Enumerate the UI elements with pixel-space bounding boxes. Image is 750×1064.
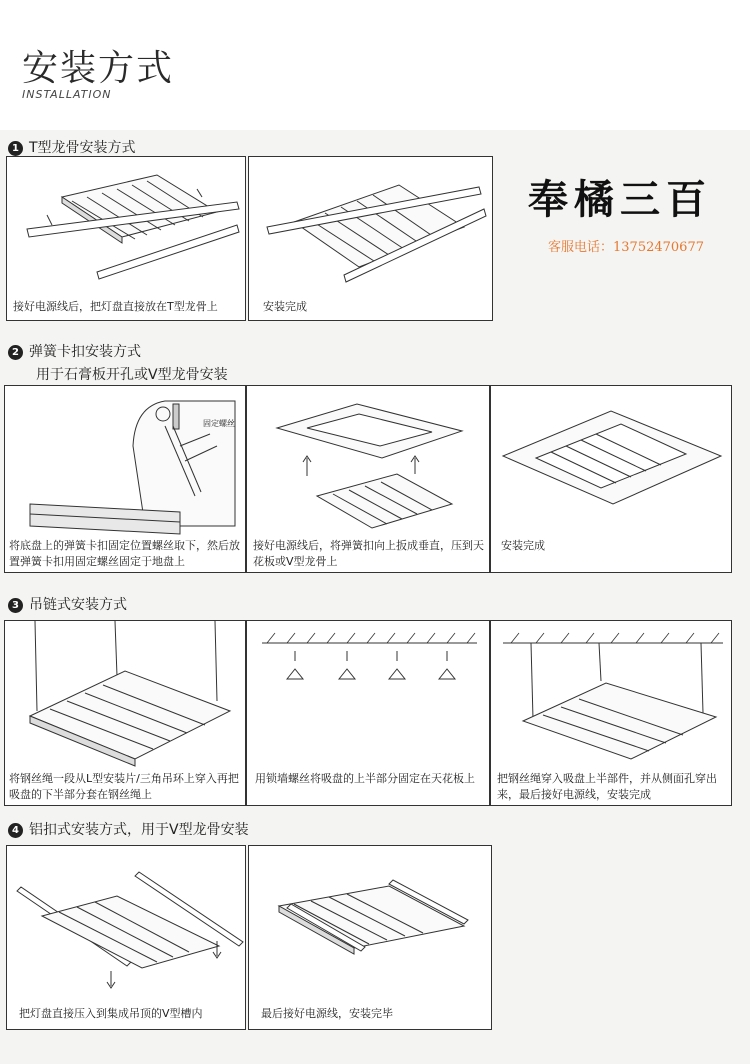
v-channel-complete-drawing [249, 846, 493, 1031]
section-2-step-2-panel [246, 385, 490, 573]
section-2-subtitle: 用于石膏板开孔或V型龙骨安装 [36, 367, 228, 383]
section-3-step-1-panel [4, 620, 246, 806]
fixing-screw-label: 固定螺丝 [203, 419, 235, 428]
section-2-step-3-caption: 安装完成 [501, 539, 545, 552]
v-channel-press-drawing [7, 846, 247, 1031]
section-2-step-2-caption: 接好电源线后，将弹簧扣向上扳成垂直，压到天花板或V型龙骨上 [253, 539, 484, 568]
section-1-step-1-caption: 接好电源线后，把灯盘直接放在T型龙骨上 [13, 300, 218, 313]
section-2-step-1-caption: 将底盘上的弹簧卡扣固定位置螺丝取下，然后放置弹簧卡扣用固定螺丝固定于地盘上 [9, 539, 240, 568]
section-1-step-2-panel [248, 156, 493, 321]
section-4-number: 4 [8, 823, 23, 838]
section-4-step-2-panel [248, 845, 492, 1030]
t-grid-panel-drawing [7, 157, 247, 322]
section-2-number: 2 [8, 345, 23, 360]
section-2-heading [8, 341, 141, 361]
section-4-heading [8, 819, 249, 839]
section-3-title: 吊链式安装方式 [29, 597, 127, 613]
section-2-step-3-panel [490, 385, 732, 573]
section-3-step-3-panel [490, 620, 732, 806]
section-3-step-2-caption: 用锁墙螺丝将吸盘的上半部分固定在天花板上 [255, 772, 475, 785]
section-3-step-1-caption: 将钢丝绳一段从L型安装片/三角吊环上穿入再把吸盘的下半部分套在钢丝绳上 [9, 772, 239, 801]
section-4-step-1-panel [6, 845, 246, 1030]
page-title: 安装方式 [22, 48, 175, 89]
section-4-step-2-caption: 最后接好电源线，安装完毕 [261, 1007, 393, 1020]
section-4-step-1-caption: 把灯盘直接压入到集成吊顶的V型槽内 [19, 1007, 203, 1020]
section-4-title: 铝扣式安装方式，用于V型龙骨安装 [29, 822, 249, 838]
page-subtitle: INSTALLATION [22, 88, 112, 101]
section-1-step-1-panel [6, 156, 246, 321]
section-1-heading [8, 137, 136, 157]
customer-service-phone: 客服电话：13752470677 [548, 240, 704, 255]
section-3-number: 3 [8, 598, 23, 613]
section-3-step-3-caption: 把钢丝绳穿入吸盘上半部件，并从侧面孔穿出来，最后接好电源线，安装完成 [497, 772, 717, 801]
t-grid-installed-drawing [249, 157, 494, 322]
section-3-step-2-panel [246, 620, 490, 806]
brand-logo: 奉橘三百 [528, 176, 712, 223]
section-1-title: T型龙骨安装方式 [29, 140, 136, 156]
section-1-number: 1 [8, 141, 23, 156]
page-header [0, 0, 750, 130]
section-1-step-2-caption: 安装完成 [263, 300, 307, 313]
section-3-heading [8, 594, 127, 614]
section-2-step-1-panel [4, 385, 246, 573]
section-2-title: 弹簧卡扣安装方式 [29, 344, 141, 360]
